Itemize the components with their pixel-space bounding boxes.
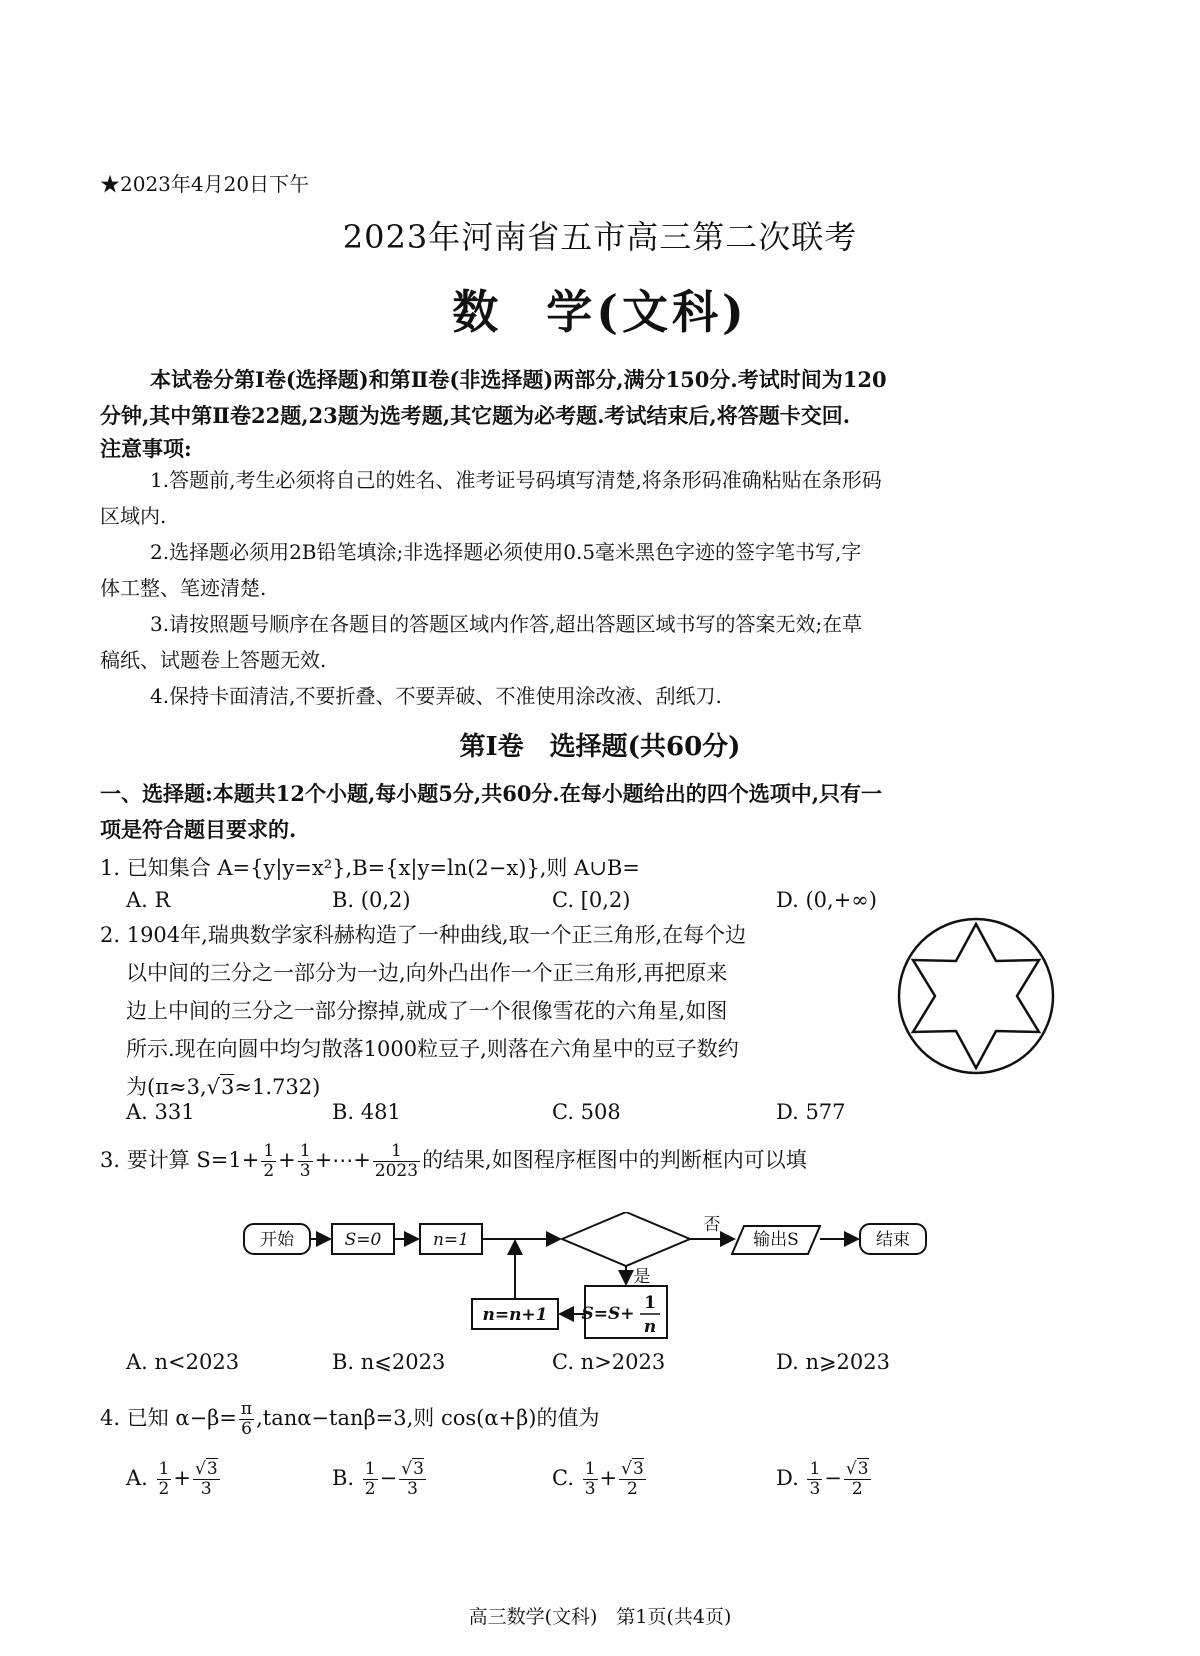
notes-heading: 注意事项:: [100, 436, 192, 461]
q2-text: 为(π≈3,: [126, 1075, 207, 1099]
fraction-one-2023: $\frac{1}{2023}$: [374, 1141, 419, 1181]
q2-option-b: B. 481: [332, 1100, 401, 1124]
note-text: 1.答题前,考生必须将自己的姓名、准考证号码填写清楚,将条形码准确粘贴在条形码: [150, 468, 882, 492]
exam-date: ★2023年4月20日下午: [100, 172, 310, 196]
part-line: 项是符合题目要求的.: [100, 817, 297, 842]
q1-option-d: D. (0,+∞): [776, 888, 877, 912]
note-4: [100, 678, 1100, 714]
q3-text: 的结果,如图程序框图中的判断框内可以填: [422, 1148, 807, 1172]
section-title: 第Ⅰ卷 选择题(共60分): [459, 732, 741, 762]
question-2-stem: [100, 916, 890, 1106]
q3-text: 3. 要计算 S=1+: [100, 1148, 260, 1172]
fraction-one-half: $\frac{1}{2}$: [263, 1141, 275, 1181]
flow-increment-label: n=n+1: [482, 1305, 548, 1325]
q3-text: +⋯+: [314, 1148, 371, 1172]
q3-option-b: B. n⩽2023: [332, 1350, 446, 1374]
fraction-pi-6: $\frac{\pi}{6}$: [240, 1399, 253, 1439]
q4-option-d: D. $\frac{1}{3}$ − $\frac{√3}{2}$: [776, 1459, 869, 1499]
fraction-one-third: $\frac{1}{3}$: [299, 1141, 311, 1181]
q4-option-b: B. $\frac{1}{2}$ − $\frac{√3}{3}$: [332, 1459, 424, 1499]
hexagram-in-circle-figure: [894, 914, 1058, 1078]
note-1: [100, 462, 1100, 534]
note-text: 稿纸、试题卷上答题无效.: [100, 648, 327, 672]
question-3-stem: [100, 1142, 807, 1181]
q2-text: ≈1.732): [234, 1075, 321, 1099]
intro-line: 本试卷分第Ⅰ卷(选择题)和第Ⅱ卷(非选择题)两部分,满分150分.考试时间为120: [150, 367, 887, 392]
subject-rest: 学(文科): [546, 285, 748, 339]
intro-line: 分钟,其中第Ⅱ卷22题,23题为选考题,其它题为必考题.考试结束后,将答题卡交回.: [100, 403, 851, 428]
q2-option-a: A. 331: [126, 1100, 195, 1124]
q4-option-a: A. $\frac{1}{2}$ + $\frac{√3}{3}$: [126, 1459, 218, 1499]
q1-option-a: A. R: [126, 888, 171, 912]
flow-decision-diamond: [562, 1212, 690, 1266]
note-2: [100, 534, 1100, 606]
q2-line: 所示.现在向圆中均匀散落1000粒豆子,则落在六角星中的豆子数约: [126, 1037, 739, 1061]
page-footer: 高三数学(文科) 第1页(共4页): [468, 1606, 732, 1628]
flow-yes-label: 是: [633, 1267, 651, 1287]
note-text: 3.请按照题号顺序在各题目的答题区域内作答,超出答题区域书写的答案无效;在草: [150, 612, 863, 636]
flow-start-label: 开始: [260, 1230, 294, 1250]
q3-option-d: D. n⩾2023: [776, 1350, 891, 1374]
flow-end-label: 结束: [876, 1230, 910, 1250]
flow-s0-label: S=0: [344, 1230, 382, 1250]
q3-option-a: A. n<2023: [126, 1350, 240, 1374]
flow-update-label: S=S+: [581, 1304, 635, 1324]
note-text: 4.保持卡面清洁,不要折叠、不要弄破、不准使用涂改液、刮纸刀.: [150, 684, 722, 708]
note-text: 区域内.: [100, 504, 167, 528]
flow-output-label: 输出S: [753, 1230, 799, 1250]
exam-title: 2023年河南省五市高三第二次联考: [342, 218, 858, 256]
question-4-stem: [100, 1400, 599, 1439]
flow-update-num: 1: [644, 1293, 656, 1313]
q3-option-c: C. n>2023: [552, 1350, 666, 1374]
q4-text: 4. 已知 α−β=: [100, 1406, 237, 1430]
q2-line: 为(π≈3,√3≈1.732): [126, 1075, 321, 1099]
q2-option-c: C. 508: [552, 1100, 621, 1124]
question-1-stem: 1. 已知集合 A={y|y=x²},B={x|y=ln(2−x)},则 A∪B=: [100, 856, 640, 880]
q2-line: 以中间的三分之一部分为一边,向外凸出作一个正三角形,再把原来: [126, 961, 728, 985]
note-text: 2.选择题必须用2B铅笔填涂;非选择题必须使用0.5毫米黑色字迹的签字笔书写,字: [150, 540, 862, 564]
subject-char: 数: [452, 285, 503, 339]
q4-option-c: C. $\frac{1}{3}$ + $\frac{√3}{2}$: [552, 1459, 644, 1499]
flow-update-den: n: [643, 1317, 657, 1337]
subject-title: [0, 276, 1200, 342]
q1-option-c: C. [0,2): [552, 888, 631, 912]
q2-line: 边上中间的三分之一部分擦掉,就成了一个很像雪花的六角星,如图: [126, 999, 728, 1023]
q2-option-d: D. 577: [776, 1100, 846, 1124]
q1-option-b: B. (0,2): [332, 888, 411, 912]
q2-line: 2. 1904年,瑞典数学家科赫构造了一种曲线,取一个正三角形,在每个边: [100, 923, 747, 947]
q4-text: ,tanα−tanβ=3,则 cos(α+β)的值为: [256, 1406, 600, 1430]
note-3: [100, 606, 1100, 678]
flow-no-label: 否: [703, 1215, 721, 1235]
part-heading: [100, 776, 1110, 848]
exam-intro: [100, 362, 1100, 434]
note-text: 体工整、笔迹清楚.: [100, 576, 267, 600]
part-line: 一、选择题:本题共12个小题,每小题5分,共60分.在每小题给出的四个选项中,只有一: [100, 781, 883, 806]
q2-sqrt: 3: [221, 1075, 235, 1099]
flowchart: [240, 1212, 940, 1352]
flow-n1-label: n=1: [432, 1230, 470, 1250]
q3-text: +: [278, 1148, 296, 1172]
